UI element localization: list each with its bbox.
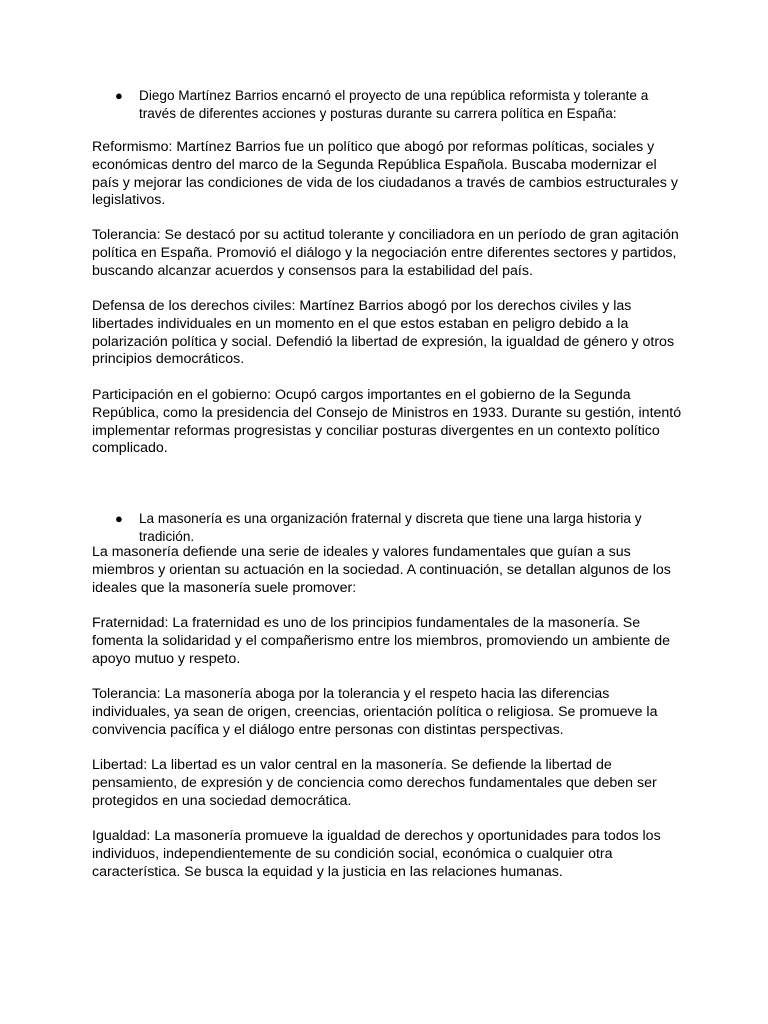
- bullet-item-masoneria: [115, 510, 675, 545]
- paragraph-tolerancia-masoneria: Tolerancia: La masonería aboga por la tolerancia y el respeto hacia las diferencias individuales, ya sean de origen, creencias, orientación política o religiosa. Se promueve la convivencia pacífica y el diálogo entre personas con distintas perspectivas.: [92, 686, 658, 738]
- paragraph-reformismo: Reformismo: Martínez Barrios fue un político que abogó por reformas políticas, sociales y económicas dentro del marco de la Segunda República Española. Buscaba modernizar el país y mejorar las condiciones de vida de los ciudadanos a través de cambios estructurales y legislativos.: [92, 139, 678, 209]
- bullet-dot-icon: ●: [115, 88, 123, 103]
- paragraph-tolerancia: Tolerancia: Se destacó por su actitud tolerante y conciliadora en un período de gran agitación política en España. Promovió el diálogo y la negociación entre diferentes sectores y partidos, buscando alcanzar acuerdos y consensos para la estabilidad del país.: [92, 227, 679, 279]
- paragraph-gobierno: Participación en el gobierno: Ocupó cargos importantes en el gobierno de la Segunda República, como la presidencia del Consejo de Ministros en 1933. Durante su gestión, intentó implementar reformas progresistas y conciliar posturas divergentes en un contexto político complicado.: [92, 387, 682, 457]
- bullet-text: Diego Martínez Barrios encarnó el proyecto de una república reformista y tolerante a través de diferentes acciones y posturas durante su carrera política en España:: [139, 88, 649, 121]
- bullet-item-martinez-barrios: [115, 87, 675, 122]
- bullet-text: La masonería es una organización fraternal y discreta que tiene una larga historia y tradición.: [139, 511, 642, 544]
- paragraph-igualdad: Igualdad: La masonería promueve la igualdad de derechos y oportunidades para todos los individuos, independientemente de su condición social, económica o cualquier otra característica. Se busca la equidad y la justicia en las relaciones humanas.: [92, 828, 661, 880]
- paragraph-masoneria-intro: La masonería defiende una serie de ideales y valores fundamentales que guían a sus miembros y orientan su actuación en la sociedad. A continuación, se detallan algunos de los ideales que la masonería suele promover:: [92, 544, 671, 596]
- paragraph-derechos-civiles: Defensa de los derechos civiles: Martínez Barrios abogó por los derechos civiles y las libertades individuales en un momento en el que estos estaban en peligro debido a la polarización política y social. Defendió la libertad de expresión, la igualdad de género y otros principios democráticos.: [92, 298, 675, 368]
- paragraph-fraternidad: Fraternidad: La fraternidad es uno de los principios fundamentales de la masonería. Se fomenta la solidaridad y el compañerismo entre los miembros, promoviendo un ambiente de apoyo mutuo y respeto.: [92, 615, 671, 667]
- paragraph-libertad: Libertad: La libertad es un valor central en la masonería. Se defiende la libertad de pensamiento, de expresión y de conciencia como derechos fundamentales que deben ser protegidos en una sociedad democrática.: [92, 757, 657, 809]
- bullet-dot-icon: ●: [115, 511, 123, 526]
